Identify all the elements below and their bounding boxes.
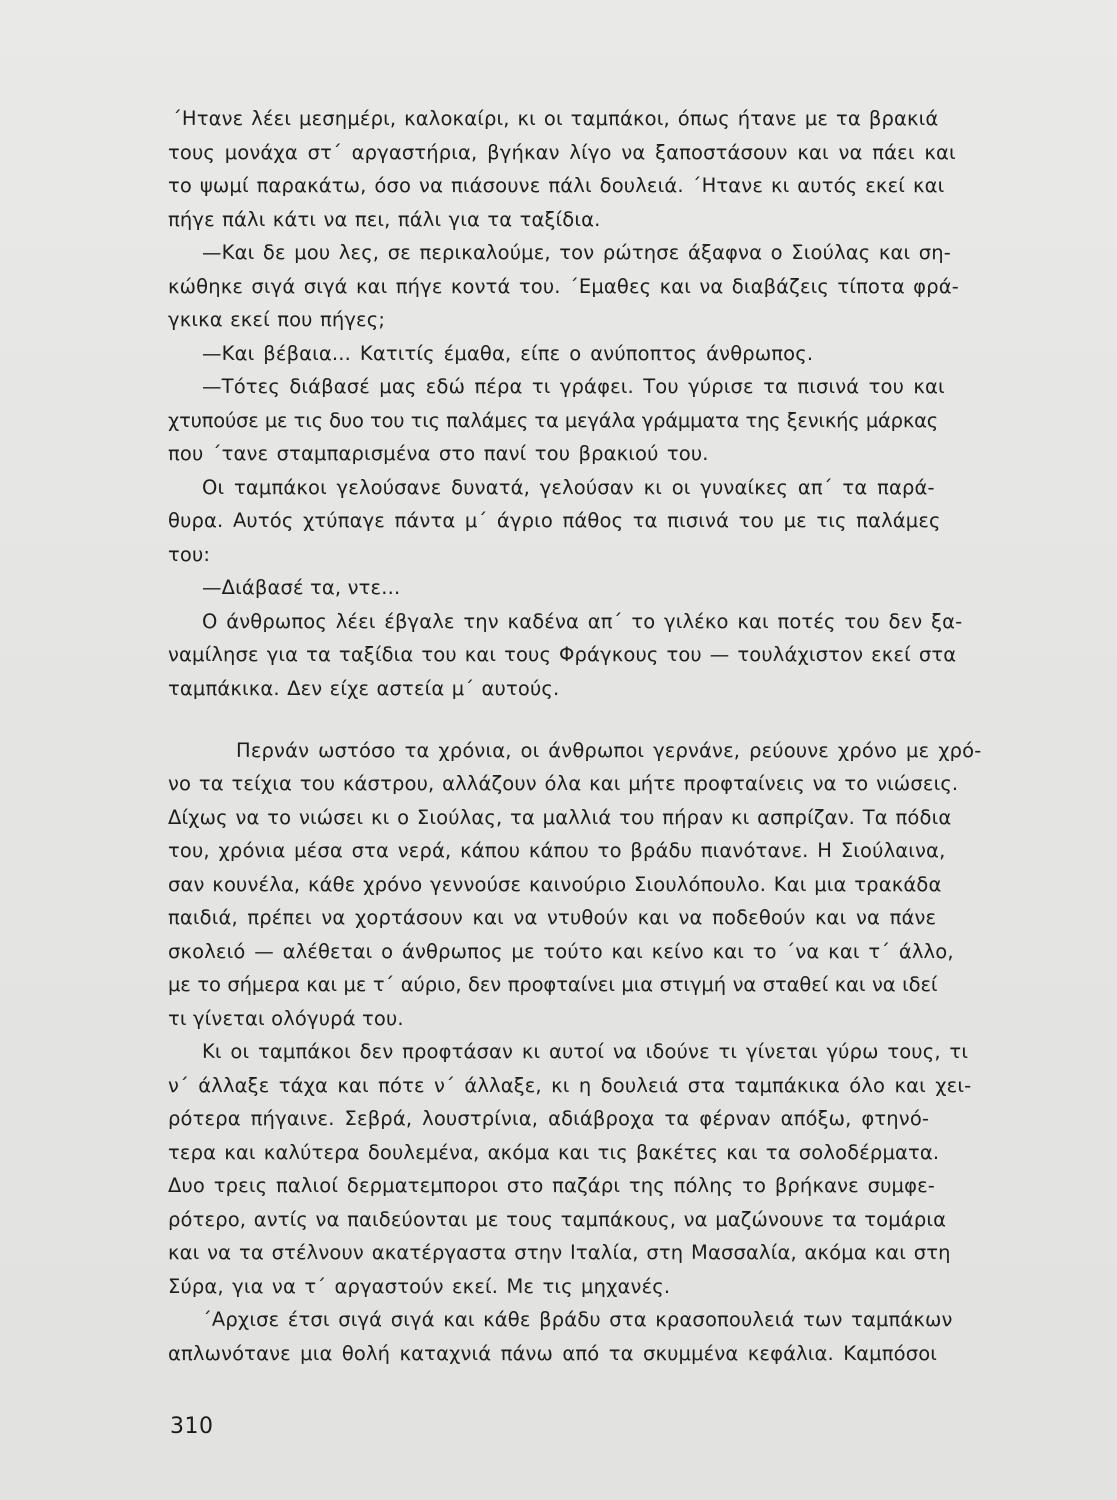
text-line: Περνάν ωστόσο τα χρόνια, οι άνθρωποι γερνάνε, ρεύουνε χρόνο με χρό- [236, 738, 982, 762]
text-line: Δυο τρεις παλιοί δερματεμποροι στο παζάρι της πόλης το βρήκανε συμφε- [168, 1174, 935, 1197]
text-line: ν΄ άλλαξε τάχα και πότε ν΄ άλλαξε, κι η δουλειά στα ταμπάκικα όλο και χει- [168, 1073, 972, 1097]
text-line: νο τα τείχια του κάστρου, αλλάζουν όλα και μήτε προφταίνεις να το νιώσεις. [168, 772, 959, 795]
text-line: σαν κουνέλα, κάθε χρόνο γεννούσε καινούριο Σιουλόπουλο. Και μια τρακάδα [168, 872, 942, 896]
text-line: τους μονάχα στ΄ αργαστήρια, βγήκαν λίγο να ξαποστάσουν και να πάει και [168, 140, 956, 164]
text-line: κώθηκε σιγά σιγά και πήγε κοντά του. ΄Εμαθες και να διαβάζεις τίποτα φρά- [168, 274, 959, 298]
text-line: το ψωμί παρακάτω, όσο να πιάσουνε πάλι δουλειά. ΄Ητανε κι αυτός εκεί και [168, 174, 945, 197]
text-line: που ΄τανε σταμπαρισμένα στο πανί του βρακιού του. [168, 442, 709, 465]
text-line: απλωνότανε μια θολή καταχνιά πάνω από τα σκυμμένα κεφάλια. Καμπόσοι [168, 1341, 938, 1365]
text-line: σκολειό — αλέθεται ο άνθρωπος με τούτο και κείνο και το ΄να και τ΄ άλλο, [168, 939, 954, 963]
text-line: θυρα. Αυτός χτύπαγε πάντα μ΄ άγριο πάθος τα πισινά του με τις παλάμες [168, 509, 941, 532]
text-line: Οι ταμπάκοι γελούσανε δυνατά, γελούσαν κι οι γυναίκες απ΄ τα παρά- [202, 475, 935, 499]
text-line: τι γίνεται ολόγυρά του. [168, 1006, 404, 1030]
text-line: γκικα εκεί που πήγες; [168, 308, 386, 331]
text-line: πήγε πάλι κάτι να πει, πάλι για τα ταξίδια. [168, 207, 601, 231]
text-line: Κι οι ταμπάκοι δεν προφτάσαν κι αυτοί να ιδούνε τι γίνεται γύρω τους, τι [202, 1040, 969, 1063]
text-line: Ο άνθρωπος λέει έβγαλε την καδένα απ΄ το γιλέκο και ποτές του δεν ξα- [202, 609, 963, 633]
text-line: Σύρα, για να τ΄ αργαστούν εκεί. Με τις μηχανές. [168, 1274, 671, 1298]
text-line: του: [168, 542, 211, 566]
text-line: και να τα στέλνουν ακατέργαστα στην Ιταλία, στη Μασσαλία, ακόμα και στη [168, 1241, 951, 1264]
text-line: τερα και καλύτερα δουλεμένα, ακόμα και τις βακέτες και τα σολοδέρματα. [168, 1140, 940, 1164]
page-body-text [168, 102, 1010, 1370]
page-number: 310 [170, 1414, 214, 1439]
text-line: ΄Ητανε λέει μεσημέρι, καλοκαίρι, κι οι ταμπάκοι, όπως ήτανε με τα βρακιά [172, 107, 939, 130]
text-line: ρότερα πήγαινε. Σεβρά, λουστρίνια, αδιάβροχα τα φέρναν απόξω, φτηνό- [168, 1107, 930, 1130]
text-line: χτυπούσε με τις δυο του τις παλάμες τα μεγάλα γράμματα της ξενικής μάρκας [168, 408, 939, 432]
text-line: —Διάβασέ τα, ντε... [202, 576, 401, 599]
text-line: ταμπάκικα. Δεν είχε αστεία μ΄ αυτούς. [168, 676, 560, 700]
text-line: ναμίλησε για τα ταξίδια του και τους Φράγκους του — τουλάχιστον εκεί στα [168, 643, 957, 666]
text-line: ΄Αρχισε έτσι σιγά σιγά και κάθε βράδυ στα κρασοπουλειά των ταμπάκων [202, 1308, 953, 1331]
text-line: —Και βέβαια... Κατιτίς έμαθα, είπε ο ανύποπτος άνθρωπος. [202, 341, 814, 365]
text-line: ρότερο, αντίς να παιδεύονται με τους ταμπάκους, να μαζώνουνε τα τομάρια [168, 1207, 947, 1231]
text-line: με το σήμερα και με τ΄ αύριο, δεν προφταίνει μια στιγμή να σταθεί και να ιδεί [168, 973, 938, 996]
text-line: του, χρόνια μέσα στα νερά, κάπου κάπου το βράδυ πιανότανε. Η Σιούλαινα, [168, 839, 946, 862]
text-line: —Τότες διάβασέ μας εδώ πέρα τι γράφει. Του γύρισε τα πισινά του και [202, 375, 945, 398]
text-line: παιδιά, πρέπει να χορτάσουν και να ντυθούν και να ποδεθούν και να πάνε [168, 906, 937, 929]
text-line: —Και δε μου λες, σε περικαλούμε, τον ρώτησε άξαφνα ο Σιούλας και ση- [202, 241, 951, 264]
text-line: Δίχως να το νιώσει κι ο Σιούλας, τα μαλλιά του πήραν κι ασπρίζαν. Τα πόδια [168, 805, 952, 829]
